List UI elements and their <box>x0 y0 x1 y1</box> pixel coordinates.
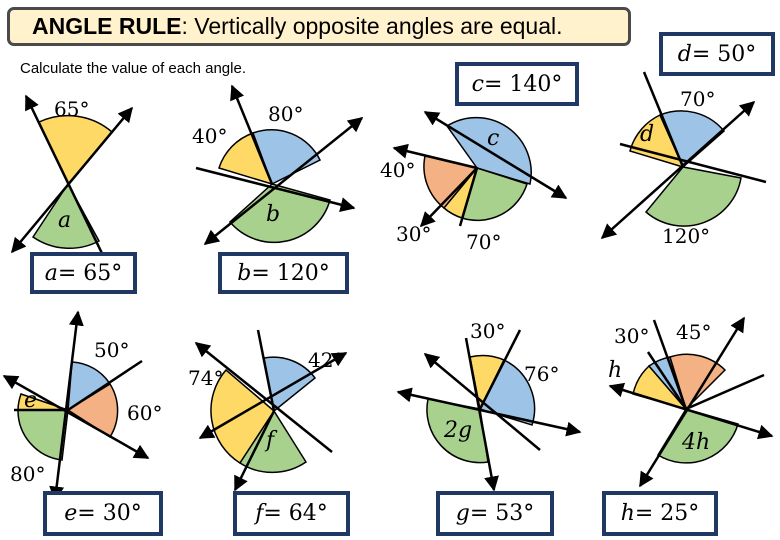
angle-label-h-unknown: h <box>608 358 623 383</box>
angle-label-a-unknown: a <box>58 208 72 233</box>
answer-var-g: g <box>455 501 470 526</box>
angle-label-g-30: 30° <box>470 319 506 343</box>
answer-box-f <box>233 491 350 536</box>
answer-box-e <box>43 491 163 536</box>
answer-var-a: a <box>44 260 58 286</box>
angle-label-b-unknown: b <box>266 202 281 227</box>
angle-label-h-45: 45° <box>676 320 712 344</box>
problem-g-figure <box>398 330 580 490</box>
angle-label-e-60: 60° <box>127 401 163 425</box>
answer-value-g: = 53° <box>469 501 535 526</box>
answer-value-c: = 140° <box>483 71 563 97</box>
angle-label-f-74: 74° <box>188 366 224 390</box>
sector-a-given <box>39 116 112 184</box>
angle-label-d-unknown: d <box>640 122 655 147</box>
angle-label-c-unknown: c <box>487 126 500 151</box>
problem-a-figure <box>12 96 132 272</box>
answer-var-b: b <box>237 260 252 286</box>
answer-var-c: c <box>471 71 484 97</box>
angle-label-e-80: 80° <box>10 462 46 486</box>
angle-label-d-120: 120° <box>662 224 711 248</box>
angle-label-f-42: 42° <box>308 348 344 372</box>
answer-var-d: d <box>677 41 692 67</box>
angle-label-c-30: 30° <box>396 222 432 246</box>
title-rule-text: : Vertically opposite angles are equal. <box>181 13 563 39</box>
answer-var-e: e <box>64 501 78 526</box>
angle-label-h-30: 30° <box>614 324 650 348</box>
answer-box-a <box>30 252 137 294</box>
angle-label-h-4h: 4h <box>682 430 711 455</box>
answer-value-b: = 120° <box>251 260 330 286</box>
angle-label-e-unknown: e <box>24 388 38 413</box>
angle-label-b-80: 80° <box>268 102 304 126</box>
answer-box-g <box>436 491 554 536</box>
angle-label-a-given: 65° <box>54 97 90 121</box>
angle-label-e-50: 50° <box>94 338 130 362</box>
angle-label-g-unknown: 2g <box>444 418 473 443</box>
angle-label-c-70: 70° <box>466 230 502 254</box>
angle-label-g-76: 76° <box>524 362 560 386</box>
title-rule-name: ANGLE RULE <box>32 13 182 39</box>
answer-box-h <box>602 491 718 536</box>
angle-label-d-70: 70° <box>680 87 716 111</box>
answer-var-h: h <box>620 501 635 526</box>
sector-d-green <box>646 167 741 226</box>
answer-value-d: = 50° <box>691 41 757 67</box>
title-banner <box>7 7 631 46</box>
answer-box-c <box>455 62 579 106</box>
instructions-text: Calculate the value of each angle. <box>20 60 246 77</box>
answer-box-d <box>659 32 775 76</box>
problem-c-figure <box>394 112 566 226</box>
angle-label-c-40: 40° <box>380 158 416 182</box>
answer-value-e: = 30° <box>77 501 142 526</box>
answer-value-h: = 25° <box>634 501 700 526</box>
answer-value-a: = 65° <box>57 260 123 286</box>
angle-label-b-40: 40° <box>192 124 228 148</box>
angle-label-f-unknown: f <box>266 428 275 453</box>
answer-var-f: f <box>255 501 264 526</box>
answer-box-b <box>218 252 349 294</box>
answer-value-f: = 64° <box>263 501 328 526</box>
